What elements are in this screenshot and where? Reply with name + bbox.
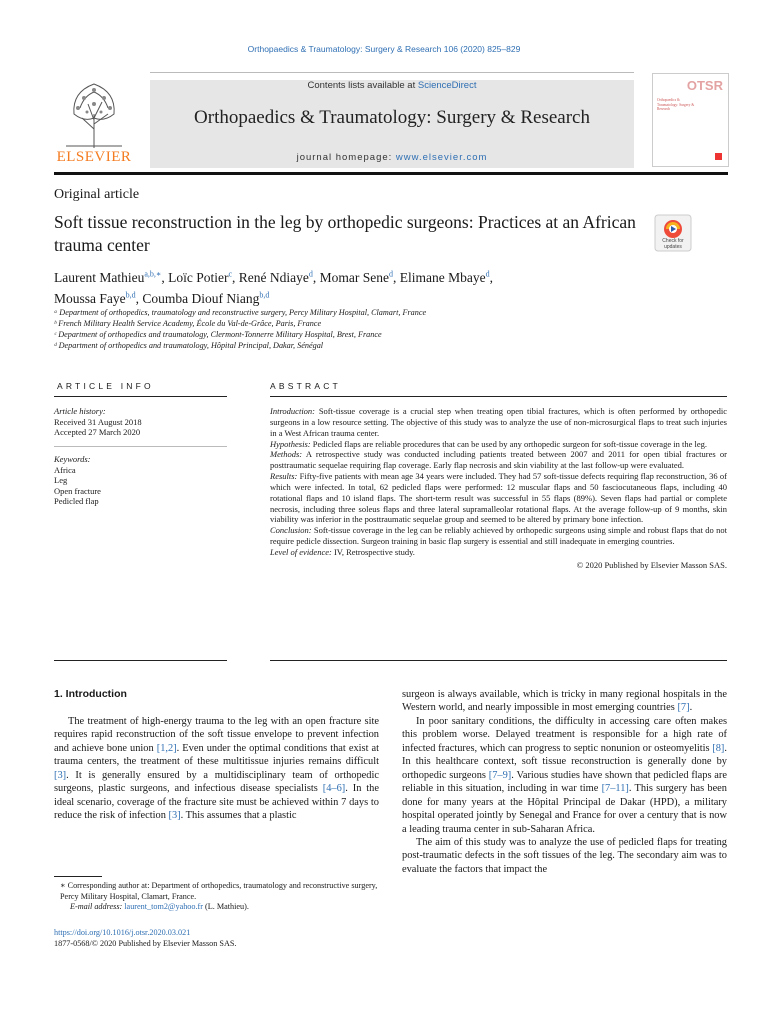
keyword: Leg [54, 475, 68, 486]
body-text: The treatment of high-energy trauma to the leg with an open fracture site requires rapid reconstruction of the soft tissue envelope to prevent infection and achieve bone union [54, 716, 379, 754]
homepage-link[interactable]: www.elsevier.com [395, 152, 488, 163]
article-history [54, 406, 227, 438]
masthead-thick-rule [54, 172, 728, 175]
cover-title: Orthopaedics & Traumatology: Surgery & Research [657, 98, 695, 111]
author-name: Momar Sene [319, 269, 389, 285]
citation-link[interactable]: [7] [677, 702, 690, 714]
footnote [54, 881, 379, 913]
email-label: E-mail address: [70, 902, 123, 912]
author-sep: , [489, 269, 493, 285]
email-suffix: (L. Mathieu). [203, 902, 249, 912]
citation-link[interactable]: [7–11] [601, 783, 629, 795]
keyword: Open fracture [54, 485, 101, 496]
author-sep: , [135, 291, 143, 306]
abstract-level-of-evidence [270, 547, 727, 558]
abstract-rule [270, 396, 727, 397]
abstract-label: Conclusion: [270, 525, 312, 536]
abstract-bottom-rule [270, 660, 727, 661]
doi-link[interactable]: https://doi.org/10.1016/j.otsr.2020.03.021 [54, 928, 191, 937]
check-for-updates-badge[interactable] [654, 214, 692, 252]
body-paragraph [54, 715, 379, 823]
author[interactable] [54, 270, 168, 285]
author[interactable] [320, 270, 400, 285]
abstract-text: Soft-tissue coverage in the leg can be reliably achieved by orthopedic surgeons using simple and robust flaps that do not require pedicle dissection. Surgeon training in basic flap surgery is essential and still inadequate in emerging countries. [270, 525, 728, 547]
body-right-column [402, 688, 727, 876]
author-affil-sup: a,b,∗ [144, 269, 162, 278]
abstract-label: Results: [270, 471, 298, 482]
body-text: . In the ideal scenario, coverage of the fracture site must be achieved within 7 days to reduce the risk of infection [54, 783, 379, 822]
section-heading: 1. Introduction [54, 688, 127, 700]
affiliations [54, 307, 654, 351]
body-text: . This surgery has been done for many years at the Hôpital Principal de Dakar (HPD), a military hospital operated jointly by Senegal and France for over a century that is now a leading trauma center in sub-Saharan Africa. [402, 783, 727, 835]
cover-logo: OTSR [686, 78, 723, 93]
author-affil-sup: b,d [125, 290, 136, 300]
author-sep: , [393, 269, 400, 285]
abstract-copyright: © 2020 Published by Elsevier Masson SAS. [576, 559, 727, 570]
corresponding-author: ∗ Corresponding author at: Department of orthopedics, traumatology and reconstructive surgery, Percy Military Hospital, Clamart, France. [60, 881, 378, 901]
body-text: . This assumes that a plastic [180, 810, 297, 822]
author-affil-sup: d [485, 269, 490, 278]
body-text: surgeon is always available, which is tricky in many regional hospitals in the Western world, and nearly impossible in most emerging countries [402, 689, 727, 714]
affiliation: ᵃ Department of orthopedics, traumatology and reconstructive surgery, Percy Military Hospital, Clamart, France [54, 308, 427, 317]
body-text: . It is generally ensured by a multidisciplinary team of orthopedic surgeons, plastic surgeons, and infectious disease specialists [54, 769, 379, 795]
email-link[interactable]: laurent_tom2@yahoo.fr [124, 902, 203, 912]
abstract-hypothesis [270, 439, 727, 450]
body-text: . [689, 702, 693, 714]
author-name: Laurent Mathieu [54, 269, 145, 285]
journal-cover-thumbnail[interactable] [652, 73, 729, 167]
author[interactable] [239, 270, 320, 285]
keyword: Africa [54, 464, 76, 475]
accepted-date: Accepted 27 March 2020 [54, 427, 141, 438]
author-list [54, 265, 654, 308]
abstract-text: Pedicled flaps are reliable procedures that can be used by any orthopedic surgeon for soft-tissue coverage in the leg. [312, 438, 707, 449]
author-affil-sup: d [389, 269, 393, 278]
affiliation: ᵈ Department of orthopedics and traumatology, Hôpital Principal, Dakar, Sénégal [54, 341, 324, 350]
body-text: . In this healthcare context, soft tissue reconstruction is generally done by orthopedic surgeons [402, 742, 727, 781]
header-rule [150, 72, 634, 73]
abstract-label: Level of evidence: [270, 546, 332, 557]
issn-line: 1877-0568/© 2020 Published by Elsevier Masson SAS. [54, 938, 237, 948]
article-type: Original article [54, 187, 140, 202]
body-text: The aim of this study was to analyze the use of pedicled flaps for treating post-traumatic defects in the soft tissues of the leg. The secondary aim was to evaluate the factors that impact the [402, 836, 727, 875]
author-sep: , [232, 269, 239, 285]
citation-link[interactable]: [1,2] [156, 742, 177, 754]
author-sep: , [161, 269, 169, 285]
keywords-label: Keywords: [54, 454, 91, 464]
abstract-introduction [270, 406, 727, 439]
contents-prefix: Contents lists available at [307, 80, 418, 91]
author[interactable] [54, 291, 142, 306]
article-info-heading: ARTICLE INFO [57, 381, 154, 391]
author-name: Elimane Mbaye [399, 269, 486, 285]
abstract-text: IV, Retrospective study. [333, 546, 415, 557]
sciencedirect-link[interactable]: ScienceDirect [417, 80, 477, 91]
author[interactable] [142, 291, 269, 306]
elsevier-wordmark: ELSEVIER [56, 149, 132, 165]
contents-line [150, 80, 634, 91]
body-text: . Even under the optimal conditions that exist at trauma centers, the treatment of these multitissue injuries remains difficult [54, 742, 380, 768]
body-left-column [54, 715, 379, 823]
received-date: Received 31 August 2018 [54, 416, 142, 427]
doi-block [54, 928, 454, 949]
abstract-heading: ABSTRACT [270, 381, 341, 391]
author-affil-sup: d [308, 269, 313, 278]
journal-title: Orthopaedics & Traumatology: Surgery & Research [194, 107, 590, 128]
article-title: Soft tissue reconstruction in the leg by orthopedic surgeons: Practices at an African trauma center [54, 212, 636, 255]
keyword: Pedicled flap [54, 496, 99, 507]
citation-link[interactable]: [3] [54, 769, 67, 781]
history-label: Article history: [54, 406, 106, 416]
abstract-methods [270, 449, 727, 471]
abstract-text: Fifty-five patients with mean age 34 years were included. They had 57 soft-tissue defects requiring flap reconstruction, 36 of which were infected. In total, 62 pedicled flaps were performed: 12 muscular flaps and 50 fasciocutaneous flaps, including 40 rotational flaps and 10 island flaps. The short-term result was successful in 55 flaps (89%). Seven flaps had partial or complete necrosis, including three soleus flaps and three lateral supramalleolar rotational flaps. At the average follow-up of 9 months, skin viability was inferior in the posttraumatic sequelae group and seemed to be altered by primary bone infection. [270, 471, 728, 525]
affiliation: ᵇ French Military Health Service Academy, École du Val-de-Grâce, Paris, France [54, 319, 322, 328]
author-name: Coumba Diouf Niang [142, 291, 260, 306]
author-name: René Ndiaye [238, 269, 309, 285]
author-affil-sup: c [228, 269, 233, 278]
abstract-label: Introduction: [270, 406, 316, 416]
abstract-results [270, 471, 727, 525]
body-text: In poor sanitary conditions, the difficulty in accessing care often makes this problem worse. Delayed treatment is responsible for a high rate of infected fractures, which can progress to septic nonunion or osteomyelitis [402, 715, 727, 754]
abstract-text: A retrospective study was conducted including patients treated between 2007 and 2011 for open tibial fractures or posttraumatic sequelae requiring flap coverage. Early flap necrosis and skin viability at the last follow-up were evaluated. [270, 449, 728, 471]
article-info-rule [54, 396, 227, 397]
footnote-rule [54, 876, 102, 877]
email-line [54, 902, 379, 913]
author-affil-sup: b,d [259, 290, 270, 300]
citation-link[interactable]: [3] [168, 810, 181, 822]
citation-link[interactable]: [4–6] [322, 783, 346, 795]
body-paragraph [402, 688, 727, 715]
body-text: . Various studies have shown that pedicled flaps are reliable in this situation, including in war time [402, 769, 727, 795]
abstract-body [270, 406, 727, 571]
abstract-conclusion [270, 525, 727, 547]
author-sep: , [312, 269, 320, 285]
homepage-prefix: journal homepage: [296, 152, 396, 163]
abstract-label: Methods: [270, 449, 303, 460]
journal-citation[interactable]: Orthopaedics & Traumatology: Surgery & Research 106 (2020) 825–829 [247, 44, 521, 54]
author[interactable] [168, 270, 239, 285]
citation-link[interactable]: [7–9] [488, 769, 512, 781]
journal-homepage [150, 152, 634, 163]
author[interactable] [400, 270, 493, 285]
check-updates-label: Check for updates [662, 238, 684, 250]
affiliation: ᶜ Department of orthopedics and traumatology, Clermont-Tonnerre Military Hospital, Brest, France [54, 330, 382, 339]
body-paragraph [402, 836, 727, 876]
article-info-bottom-rule [54, 660, 227, 661]
abstract-text: Soft-tissue coverage is a crucial step when treating open tibial fractures, which is often performed by orthopedic surgeons in a low resource setting. The objective of this study was to analyze the use of non-microsurgical flaps to treat such injuries in a West African trauma center. [270, 406, 728, 438]
author-name: Loïc Potier [168, 269, 229, 285]
keywords-block [54, 454, 227, 507]
cover-mark [715, 153, 722, 160]
history-divider [54, 446, 227, 447]
author-name: Moussa Faye [54, 291, 126, 306]
citation-link[interactable]: [8] [712, 742, 725, 754]
body-paragraph [402, 715, 727, 836]
abstract-label: Hypothesis: [270, 438, 311, 449]
